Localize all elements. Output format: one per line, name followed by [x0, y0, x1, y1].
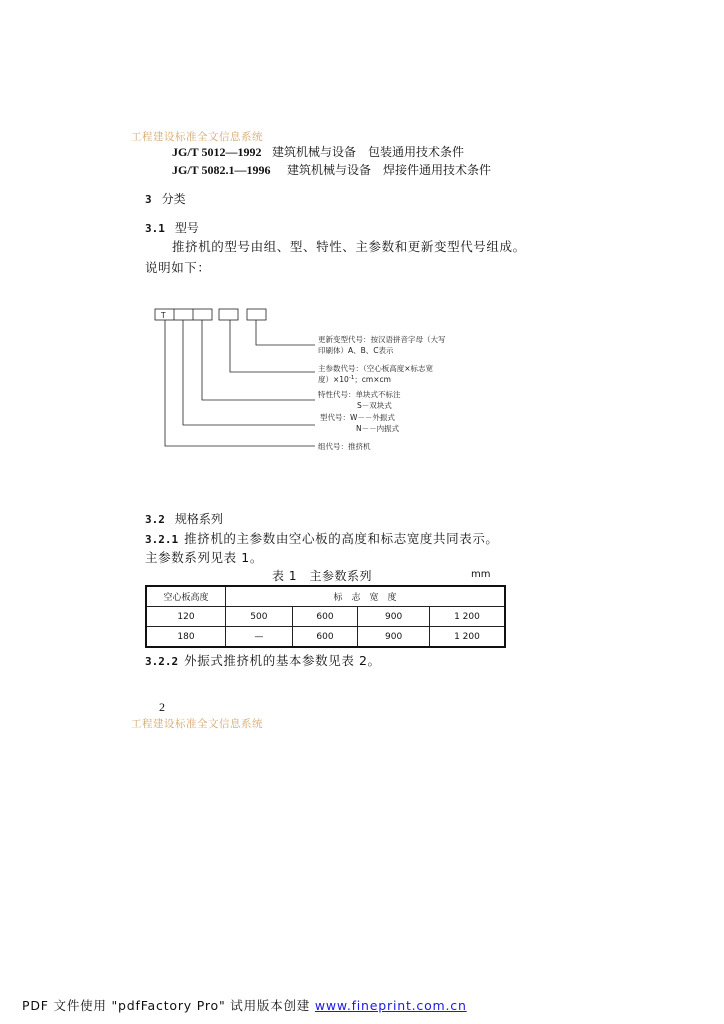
pdf-footer-text: PDF 文件使用 "pdfFactory Pro" 试用版本创建: [22, 998, 315, 1013]
paragraph-3-2-1: [145, 529, 499, 547]
section-3-1-title: 型号: [174, 221, 199, 235]
reference-2-title: 建筑机械与设备 焊接件通用技术条件: [287, 163, 492, 177]
table-1-unit: mm: [471, 569, 491, 580]
table-cell: 500: [226, 607, 293, 627]
reference-1-title: 建筑机械与设备 包装通用技术条件: [272, 145, 465, 159]
section-3-2-heading: [145, 510, 223, 527]
leader-line-feature: [202, 320, 315, 400]
table-cell: 600: [292, 627, 358, 648]
label-type-line-1: 型代号：W－－外振式: [320, 413, 395, 422]
label-param-line-2: [318, 374, 391, 384]
section-3-2-number: 3.2: [145, 513, 165, 526]
table-row: [146, 607, 505, 627]
section-3-number: 3: [145, 193, 152, 206]
diagram-box-letter: T: [161, 311, 166, 320]
leader-line-type: [183, 320, 315, 425]
table-cell: 900: [358, 627, 430, 648]
leader-line-update: [256, 320, 315, 345]
table-cell: 600: [292, 607, 358, 627]
label-feature-line-1: 特性代号：单块式不标注: [318, 390, 401, 399]
watermark-bottom: 工程建设标准全文信息系统: [131, 718, 263, 730]
table-cell: —: [226, 627, 293, 648]
label-update-line-2: 印刷体）A、B、C表示: [318, 346, 394, 355]
diagram-update-box: [247, 309, 266, 320]
table-header-width: 标 志 宽 度: [226, 586, 505, 607]
paragraph-3-2-2-number: 3.2.2: [145, 655, 179, 668]
table-cell: 120: [146, 607, 226, 627]
table-cell: 1 200: [429, 627, 505, 648]
table-cell: 900: [358, 607, 430, 627]
label-type-line-2: N－－内振式: [356, 424, 400, 433]
table-cell: 180: [146, 627, 226, 648]
watermark-top: 工程建设标准全文信息系统: [131, 131, 263, 143]
table-cell: 1 200: [429, 607, 505, 627]
label-group: 组代号：推挤机: [318, 442, 371, 451]
table-header-height: 空心板高度: [146, 586, 226, 607]
table-header-row: [146, 586, 505, 607]
table-row: [146, 627, 505, 648]
label-update-line-1: 更新变型代号：按汉语拼音字母（大写: [318, 335, 446, 344]
paragraph-model-1: 推挤机的型号由组、型、特性、主参数和更新变型代号组成。: [172, 239, 526, 254]
section-3-2-title: 规格系列: [174, 512, 223, 526]
reference-2-code: JG/T 5082.1—1996: [172, 163, 271, 177]
leader-line-group: [165, 320, 315, 446]
table-1-caption: 表 1 主参数系列: [272, 569, 372, 583]
reference-1-code: JG/T 5012—1992: [172, 145, 262, 159]
diagram-param-box: [219, 309, 238, 320]
pdf-footer-link[interactable]: www.fineprint.com.cn: [314, 998, 467, 1013]
table-1: [145, 585, 506, 648]
paragraph-3-2-2: [145, 651, 381, 669]
section-3-1-number: 3.1: [145, 222, 165, 235]
page-number: 2: [159, 700, 165, 714]
pdf-footer: [22, 996, 467, 1014]
paragraph-3-2-1-text: 推挤机的主参数由空心板的高度和标志宽度共同表示。: [184, 531, 499, 546]
label-param-line-1: 主参数代号：（空心板高度×标志宽: [318, 364, 434, 373]
label-feature-line-2: S－双块式: [357, 401, 392, 410]
label-param-text: 度）×10: [318, 375, 349, 384]
leader-line-param: [230, 320, 315, 372]
label-param-unit: ；cm×cm: [354, 375, 391, 384]
paragraph-3-2-1-continued: 主参数系列见表 1。: [145, 550, 263, 565]
paragraph-3-2-1-number: 3.2.1: [145, 533, 179, 546]
paragraph-model-2: 说明如下：: [145, 260, 211, 275]
label-param-superscript: -1: [348, 375, 355, 381]
paragraph-3-2-2-text: 外振式推挤机的基本参数见表 2。: [184, 653, 381, 668]
section-3-title: 分类: [161, 192, 186, 206]
